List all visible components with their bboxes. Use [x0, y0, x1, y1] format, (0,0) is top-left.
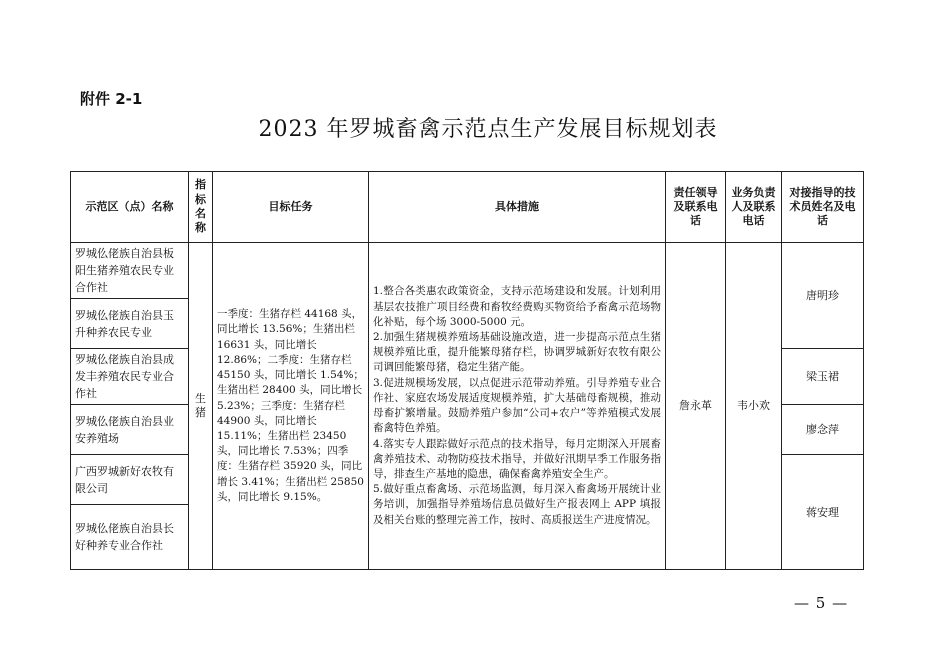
technician-cell: 廖念萍 [782, 405, 864, 455]
header-technician: 对接指导的技术员姓名及电话 [782, 172, 864, 243]
measure-item: 3.促进规模场发展，以点促进示范带动养殖。引导养殖专业合作社、家庭农场发展适度规模养殖，扩大基础母畜规模，推动母畜扩繁增量。鼓励养殖户参加“公司+农户”等养殖模式发展畜禽特色养殖。 [373, 376, 661, 435]
page-number: — 5 — [794, 594, 849, 612]
header-leader: 责任领导及联系电话 [666, 172, 726, 243]
table-row [71, 243, 864, 299]
header-row [71, 172, 864, 243]
measure-item: 1.整合各类惠农政策资金，支持示范场建设和发展。计划利用基层农技推广项目经费和畜牧经费购买物资给予畜禽示范场物化补贴，每个场 3000-5000 元。 [373, 285, 661, 328]
site-name: 广西罗城新好农牧有限公司 [71, 455, 189, 505]
site-name: 罗城仫佬族自治县玉升种养农民专业 [71, 299, 189, 349]
header-measures: 具体措施 [369, 172, 666, 243]
category-text: 生猪 [195, 391, 206, 420]
measures-cell [369, 243, 666, 570]
technician-cell: 梁玉裙 [782, 349, 864, 405]
category-cell [189, 243, 213, 570]
site-name: 罗城仫佬族自治县业安养殖场 [71, 405, 189, 455]
plan-table [70, 171, 864, 570]
header-site: 示范区（点）名称 [71, 172, 189, 243]
site-name: 罗城仫佬族自治县长好种养专业合作社 [71, 505, 189, 570]
business-cell: 韦小欢 [726, 243, 782, 570]
technician-cell: 蒋安理 [782, 455, 864, 570]
attachment-label: 附件 2-1 [80, 90, 143, 108]
header-goals: 目标任务 [213, 172, 369, 243]
goals-cell: 一季度：生猪存栏 44168 头，同比增长 13.56%；生猪出栏 16631 头，同比增长 12.86%；二季度：生猪存栏 45150 头，同比增长 1.54%；生猪出栏 28400 头，同比增长 5.23%；三季度：生猪存栏 44900 头，同比增长 15.11%；生猪出栏 23450 头，同比增长 7.53%；四季度：生猪存栏 35920 头，同比增长 3.41%；生猪出栏 25850 头，同比增长 9.15%。 [213, 243, 369, 570]
measure-item: 4.落实专人跟踪做好示范点的技术指导，每月定期深入开展畜禽养殖技术、动物防疫技术指导，并做好汛期旱季工作服务指导，排查生产基地的隐患，确保畜禽养殖安全生产。 [373, 437, 661, 481]
site-name: 罗城仫佬族自治县成发丰养殖农民专业合作社 [71, 349, 189, 405]
measure-item: 5.做好重点畜禽场、示范场监测，每月深入畜禽场开展统计业务培训，加强指导养殖场信息员做好生产报表网上 APP 填报及相关台账的整理完善工作，按时、高质报送生产进度情况。 [373, 483, 661, 526]
measure-item: 2.加强生猪规模养殖场基础设施改造，进一步提高示范点生猪规模养殖比重，提升能繁母猪存栏，协调罗城新好农牧有限公司调回能繁母猪，稳定生猪产能。 [373, 331, 661, 374]
header-category [189, 172, 213, 243]
document-title: 2023 年罗城畜禽示范点生产发展目标规划表 [258, 117, 718, 142]
site-name: 罗城仫佬族自治县板阳生猪养殖农民专业合作社 [71, 243, 189, 299]
leader-cell: 詹永革 [666, 243, 726, 570]
header-category-text: 指标名称 [195, 178, 206, 235]
header-business: 业务负责人及联系电话 [726, 172, 782, 243]
technician-cell: 唐明珍 [782, 243, 864, 349]
